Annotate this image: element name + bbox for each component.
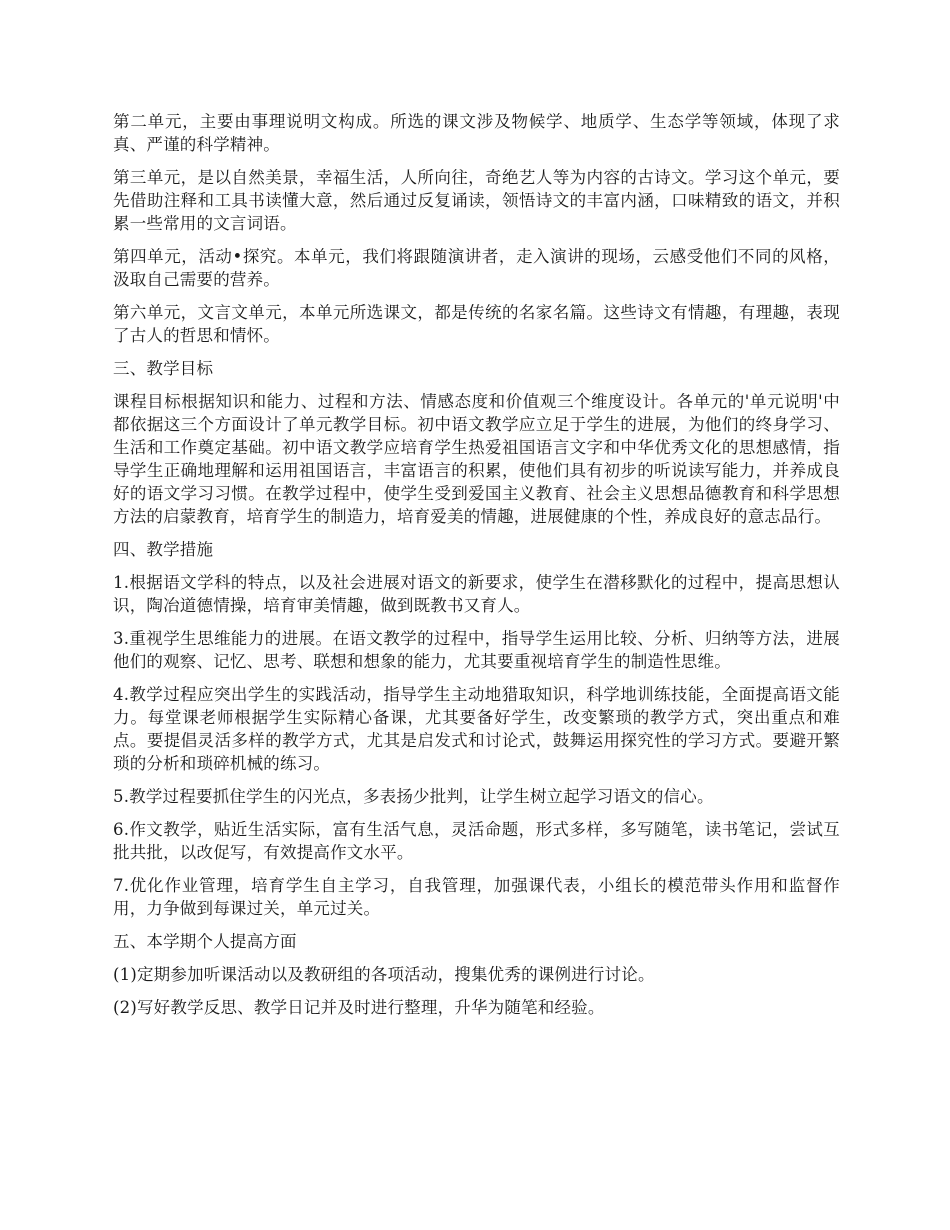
measure-item-6: 6.作文教学，贴近生活实际，富有生活气息，灵活命题，形式多样，多写随笔，读书笔记，尝试互批共批，以改促写，有效提高作文水平。 [113,820,840,862]
paragraph-unit-6: 第六单元，文言文单元，本单元所选课文，都是传统的名家名篇。这些诗文有情趣，有理趣，表现了古人的哲思和情怀。 [113,303,840,345]
section-heading-teaching-goals: 三、教学目标 [113,359,214,378]
section-heading-personal-improvement: 五、本学期个人提高方面 [113,932,297,951]
paragraph-unit-4: 第四单元，活动•探究。本单元，我们将跟随演讲者，走入演讲的现场，云感受他们不同的风格，汲取自己需要的营养。 [113,247,840,289]
paragraph-unit-2: 第二单元，主要由事理说明文构成。所选的课文涉及物候学、地质学、生态学等领域，体现了求真、严谨的科学精神。 [113,112,840,154]
improvement-item-1: (1)定期参加听课活动以及教研组的各项活动，搜集优秀的课例进行讨论。 [113,965,655,984]
document-body [113,110,840,1029]
measure-item-4: 4.教学过程应突出学生的实践活动，指导学生主动地猎取知识，科学地训练技能，全面提高语文能力。每堂课老师根据学生实际精心备课，尤其要备好学生，改变繁琐的教学方式，突出重点和难点。要提倡灵活多样的教学方式，尤其是启发式和讨论式，鼓舞运用探究性的学习方式。要避开繁琐的分析和琐碎机械的练习。 [113,685,840,773]
improvement-item-2: (2)写好教学反思、教学日记并及时进行整理，升华为随笔和经验。 [113,998,605,1017]
measure-item-1: 1.根据语文学科的特点，以及社会进展对语文的新要求，使学生在潜移默化的过程中，提高思想认识，陶冶道德情操，培育审美情趣，做到既教书又育人。 [113,573,840,615]
section-heading-teaching-measures: 四、教学措施 [113,540,214,559]
paragraph-teaching-goals: 课程目标根据知识和能力、过程和方法、情感态度和价值观三个维度设计。各单元的'单元说明'中都依据这三个方面设计了单元教学目标。初中语文教学应立足于学生的进展，为他们的终身学习、生活和工作奠定基础。初中语文教学应培育学生热爱祖国语言文字和中华优秀文化的思想感情，指导学生正确地理解和运用祖国语言，丰富语言的积累，使他们具有初步的听说读写能力，并养成良好的语文学习习惯。在教学过程中，使学生受到爱国主义教育、社会主义思想品德教育和科学思想方法的启蒙教育，培育学生的制造力，培育爱美的情趣，进展健康的个性，养成良好的意志品行。 [113,392,840,526]
measure-item-3: 3.重视学生思维能力的进展。在语文教学的过程中，指导学生运用比较、分析、归纳等方法，进展他们的观察、记忆、思考、联想和想象的能力，尤其要重视培育学生的制造性思维。 [113,629,840,671]
measure-item-7: 7.优化作业管理，培育学生自主学习，自我管理，加强课代表，小组长的模范带头作用和监督作用，力争做到每课过关，单元过关。 [113,876,840,918]
paragraph-unit-3: 第三单元，是以自然美景，幸福生活，人所向往，奇绝艺人等为内容的古诗文。学习这个单元，要先借助注释和工具书读懂大意，然后通过反复诵读，领悟诗文的丰富内涵，口味精致的语文，并积累一些常用的文言词语。 [113,168,840,233]
measure-item-5: 5.教学过程要抓住学生的闪光点，多表扬少批判，让学生树立起学习语文的信心。 [113,787,714,806]
